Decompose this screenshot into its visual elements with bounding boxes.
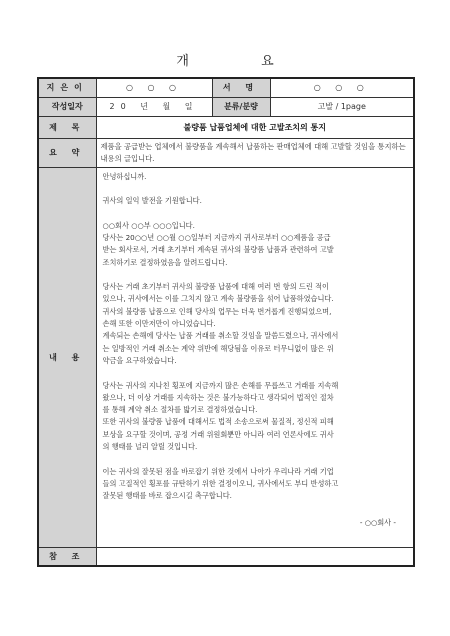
category-value: 고발 / 1page — [270, 97, 414, 116]
content-label: 내 용 — [38, 167, 96, 547]
sender-signature: - ○○회사 - — [359, 517, 396, 527]
page-title: 개 요 — [176, 54, 308, 69]
paragraph-line: 받는 회사로서, 거래 초기부터 계속된 귀사의 불량품 납품과 관련하여 고발 — [102, 245, 334, 255]
paragraph-line: 또한 귀사의 불량품 납품에 대해서도 법적 소송으로써 물질적, 정신적 피해 — [102, 417, 334, 427]
paragraph-line: 귀사의 불량품 납품으로 인해 당사의 업무는 더욱 번거롭게 진행되었으며, — [102, 306, 332, 316]
paragraph-line: 이는 귀사의 잘못된 점을 바로잡기 위한 것에서 나아가 우리나라 거래 기업 — [102, 466, 334, 476]
paragraph-line: 당사는 20○○년 ○○월 ○○일부터 지금까지 귀사로부터 ○○제품을 공급 — [102, 232, 331, 242]
paragraph-line: 당사는 귀사의 지나친 횡포에 지금까지 많은 손해를 무릅쓰고 거래를 지속해 — [102, 380, 339, 390]
category-label: 분류/분량 — [212, 97, 270, 116]
paragraph-line: 약금을 요구하였습니다. — [102, 355, 177, 365]
subject-label: 제 목 — [38, 116, 96, 138]
paragraph-line: 들의 고질적인 횡포를 규탄하기 위한 결정이오니, 귀사에서도 부디 반성하고 — [102, 478, 339, 488]
paragraph-line: 를 통해 계약 취소 절차를 밟기로 결정하였습니다. — [102, 405, 258, 415]
summary-table — [37, 77, 415, 567]
paragraph-line: 왔으나, 더 이상 거래를 지속하는 것은 불가능하다고 생각되어 법적인 절차 — [102, 392, 334, 402]
paragraph-line: 는 일방적인 거래 취소는 계약 위반에 해당됨을 이유로 터무니없이 많은 위 — [102, 343, 334, 353]
summary-text: 제품을 공급받는 업체에서 불량품을 계속해서 납품하는 판매업체에 대해 고발할 것임을 통지하는 내용의 글입니다. — [96, 138, 414, 167]
signature-label: 서 명 — [212, 78, 270, 97]
paragraph-line: 조치하기로 결정하였음을 알려드립니다. — [102, 257, 228, 267]
reference-label: 참 조 — [38, 547, 96, 566]
greeting-text: 안녕하십니까. — [102, 171, 147, 181]
reference-value — [96, 547, 414, 566]
paragraph-line: 계속되는 손해에 당사는 납품 거래를 취소할 것임을 말씀드렸으나, 귀사에서 — [102, 331, 339, 341]
letter-body — [96, 167, 414, 547]
author-label: 지은이 — [38, 78, 96, 97]
paragraph-line: 잘못된 행태를 바로 잡으시길 촉구합니다. — [102, 491, 232, 501]
paragraph-line: 보상을 요구할 것이며, 공정 거래 위원회뿐만 아니라 여러 언론사에도 귀사 — [102, 429, 334, 439]
author-value: ○ ○ ○ — [96, 78, 212, 97]
date-value: 20 년 월 일 — [96, 97, 212, 116]
paragraph-line: 의 행태를 널리 알릴 것입니다. — [102, 442, 198, 452]
date-label: 작성일자 — [38, 97, 96, 116]
wish-text: 귀사의 일익 발전을 기원합니다. — [102, 196, 202, 206]
intro-text: ○○회사 ○○부 ○○○입니다. — [102, 220, 195, 230]
signature-value: ○ ○ ○ — [270, 78, 414, 97]
paragraph-line: 손해 또한 이만저만이 아니었습니다. — [102, 319, 216, 329]
paragraph-line: 당사는 거래 초기부터 귀사의 불량품 납품에 대해 여러 번 항의 드린 적이 — [102, 282, 329, 292]
paragraph-line: 있으나, 귀사에서는 이를 그치지 않고 계속 불량품을 섞어 납품하였습니다. — [102, 294, 334, 304]
subject-text: 불량품 납품업체에 대한 고발조치의 통지 — [96, 116, 414, 138]
summary-label: 요 약 — [38, 138, 96, 167]
